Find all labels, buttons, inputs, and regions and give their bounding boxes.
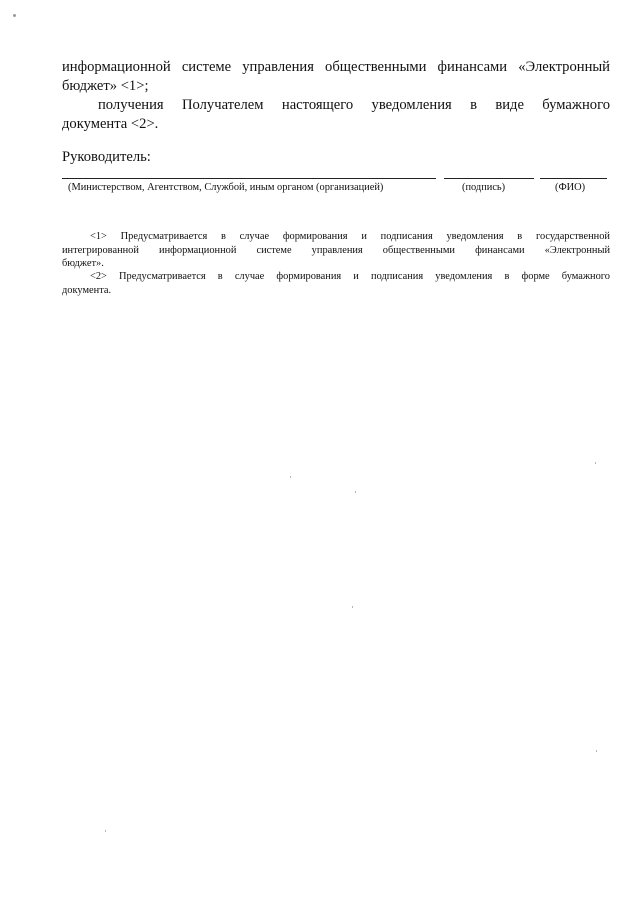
footnote-1-line-2: интегрированной информационной системе управления общественными финансами «Электронный bbox=[62, 244, 610, 256]
scan-speck bbox=[352, 606, 353, 608]
body-line-2: бюджет» <1>; bbox=[62, 78, 149, 94]
scan-speck bbox=[595, 462, 596, 464]
scan-speck bbox=[13, 14, 16, 17]
scan-speck bbox=[596, 750, 597, 752]
organization-signature-line bbox=[62, 178, 436, 179]
organization-caption: (Министерством, Агентством, Службой, иным органом (организацией) bbox=[68, 182, 384, 193]
body-line-4: документа <2>. bbox=[62, 116, 159, 132]
footnote-1-line-3: бюджет». bbox=[62, 258, 104, 269]
scan-speck bbox=[105, 830, 106, 832]
signature-line bbox=[444, 178, 534, 179]
scan-speck bbox=[290, 476, 291, 478]
fio-line bbox=[540, 178, 607, 179]
footnote-2-line-1: <2> Предусматривается в случае формирования и подписания уведомления в форме бумажного bbox=[90, 271, 610, 282]
scan-speck bbox=[355, 491, 356, 493]
footnote-1-line-1: <1> Предусматривается в случае формирования и подписания уведомления в государственной bbox=[90, 231, 610, 242]
signature-caption: (подпись) bbox=[462, 182, 506, 193]
body-line-1: информационной системе управления общественными финансами «Электронный bbox=[62, 59, 610, 75]
body-line-3: получения Получателем настоящего уведомления в виде бумажного bbox=[98, 97, 610, 113]
footnote-1 bbox=[62, 230, 610, 271]
footnote-2-line-2: документа. bbox=[62, 284, 112, 296]
fio-caption: (ФИО) bbox=[555, 182, 586, 193]
footnote-2 bbox=[62, 270, 610, 297]
head-label: Руководитель: bbox=[62, 149, 151, 165]
